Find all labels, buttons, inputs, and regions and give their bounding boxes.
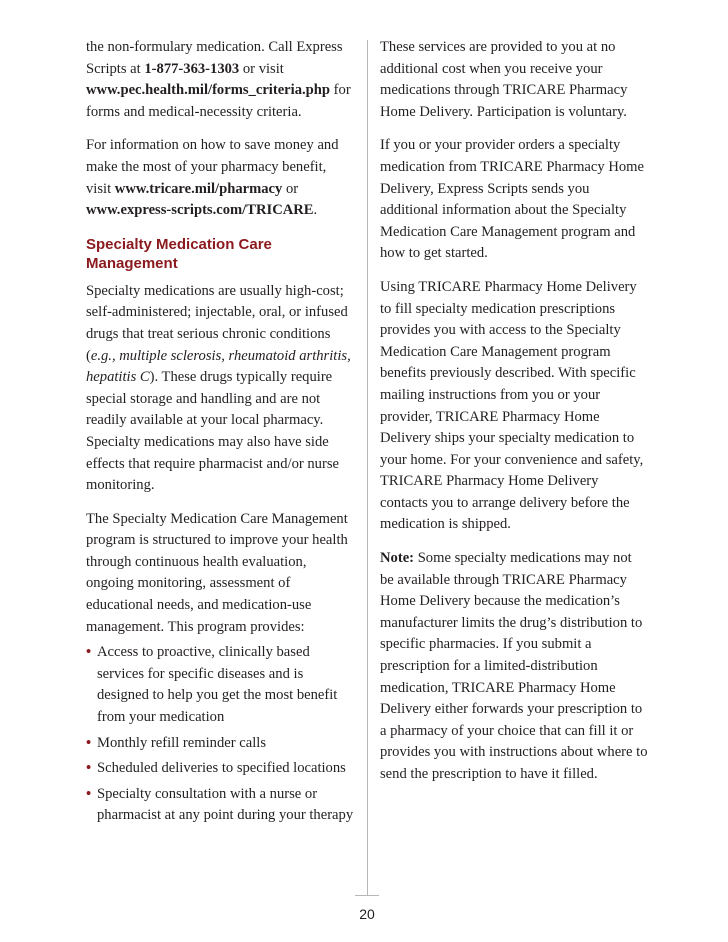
specialty-text-1: Specialty medications are usually high-cost; self-administered; injectable, oral, or infused drugs that treat serious chronic conditions ( bbox=[86, 282, 348, 364]
program-paragraph: The Specialty Medication Care Management program is structured to improve your health through continuous health evaluation, ongoing monitoring, assessment of educational needs, and medication-use management. This program provides: bbox=[86, 510, 348, 635]
specialty-text-2: ). These drugs typically require special storage and handling and are not readily available at your local pharmacy. Specialty medications may also have side effects that require pharmacist and/or nurse monitoring. bbox=[86, 369, 339, 494]
list-item bbox=[86, 642, 354, 728]
save-money-text-2: or bbox=[282, 180, 299, 197]
note-text: Some specialty medications may not be available through TRICARE Pharmacy Home Delivery because the medication’s manufacturer limits the drug’s distribution to specific pharmacies. If you submit a prescription for a limited-distribution medication, TRICARE Pharmacy Home Delivery either forwards your prescription to a pharmacy of your choice that can fill it or provides you with instructions about where to send the prescription to have it filled. bbox=[380, 550, 648, 782]
forms-text-1: the non-formulary medication. Call Express Scripts at bbox=[86, 39, 343, 77]
page-number-rule bbox=[355, 895, 379, 896]
express-scripts-phone: 1-877-363-1303 bbox=[144, 60, 240, 77]
orders-paragraph: If you or your provider orders a specialty medication from TRICARE Pharmacy Home Delivery, Express Scripts sends you additional information about the Specialty Medication Care Management program and how to get started. bbox=[380, 137, 644, 262]
list-item bbox=[86, 758, 354, 780]
express-scripts-link[interactable]: www.express-scripts.com/TRICARE bbox=[86, 202, 314, 219]
condition-examples: e.g., multiple sclerosis, rheumatoid arthritis, hepatitis C bbox=[86, 347, 351, 386]
right-column bbox=[380, 37, 648, 786]
list-item bbox=[86, 733, 354, 755]
forms-text-3: for forms and medical-necessity criteria. bbox=[86, 82, 351, 120]
no-cost-paragraph: These services are provided to you at no additional cost when you receive your medications through TRICARE Pharmacy Home Delivery. Participation is voluntary. bbox=[380, 39, 628, 120]
forms-criteria-link[interactable]: www.pec.health.mil/forms_criteria.php bbox=[86, 82, 331, 99]
list-item-text: Monthly refill reminder calls bbox=[97, 734, 266, 751]
save-money-text-1: For information on how to save money and make the most of your pharmacy benefit, visit bbox=[86, 137, 339, 197]
forms-paragraph bbox=[86, 37, 354, 123]
program-benefits-list bbox=[86, 642, 354, 827]
save-money-text-3: . bbox=[313, 202, 318, 219]
tricare-pharmacy-link[interactable]: www.tricare.mil/pharmacy bbox=[114, 180, 283, 197]
left-column bbox=[86, 37, 354, 831]
note-label: Note: bbox=[380, 550, 415, 567]
section-heading: Specialty Medication Care Management bbox=[86, 235, 272, 272]
list-item-text: Access to proactive, clinically based services for specific diseases and is designed to help you get the most benefit from your medication bbox=[97, 644, 338, 726]
bullet-icon: • bbox=[86, 644, 92, 661]
list-item bbox=[86, 784, 354, 827]
list-item-text: Specialty consultation with a nurse or pharmacist at any point during your therapy bbox=[97, 785, 354, 824]
forms-text-2: or visit bbox=[239, 60, 284, 77]
column-divider bbox=[367, 40, 368, 895]
bullet-icon: • bbox=[86, 760, 92, 777]
note-paragraph bbox=[380, 548, 648, 786]
specialty-definition-paragraph bbox=[86, 281, 354, 497]
bullet-icon: • bbox=[86, 734, 92, 751]
page-number: 20 bbox=[359, 906, 375, 922]
save-money-paragraph bbox=[86, 135, 354, 221]
home-delivery-paragraph: Using TRICARE Pharmacy Home Delivery to fill specialty medication prescriptions provides you with access to the Specialty Medication Care Management program benefits previously described. With specific mailing instructions from you or your provider, TRICARE Pharmacy Home Delivery ships your specialty medication to your home. For your convenience and safety, TRICARE Pharmacy Home Delivery contacts you to arrange delivery before the medication is shipped. bbox=[380, 278, 644, 533]
list-item-text: Scheduled deliveries to specified locations bbox=[97, 760, 346, 777]
bullet-icon: • bbox=[86, 785, 92, 802]
